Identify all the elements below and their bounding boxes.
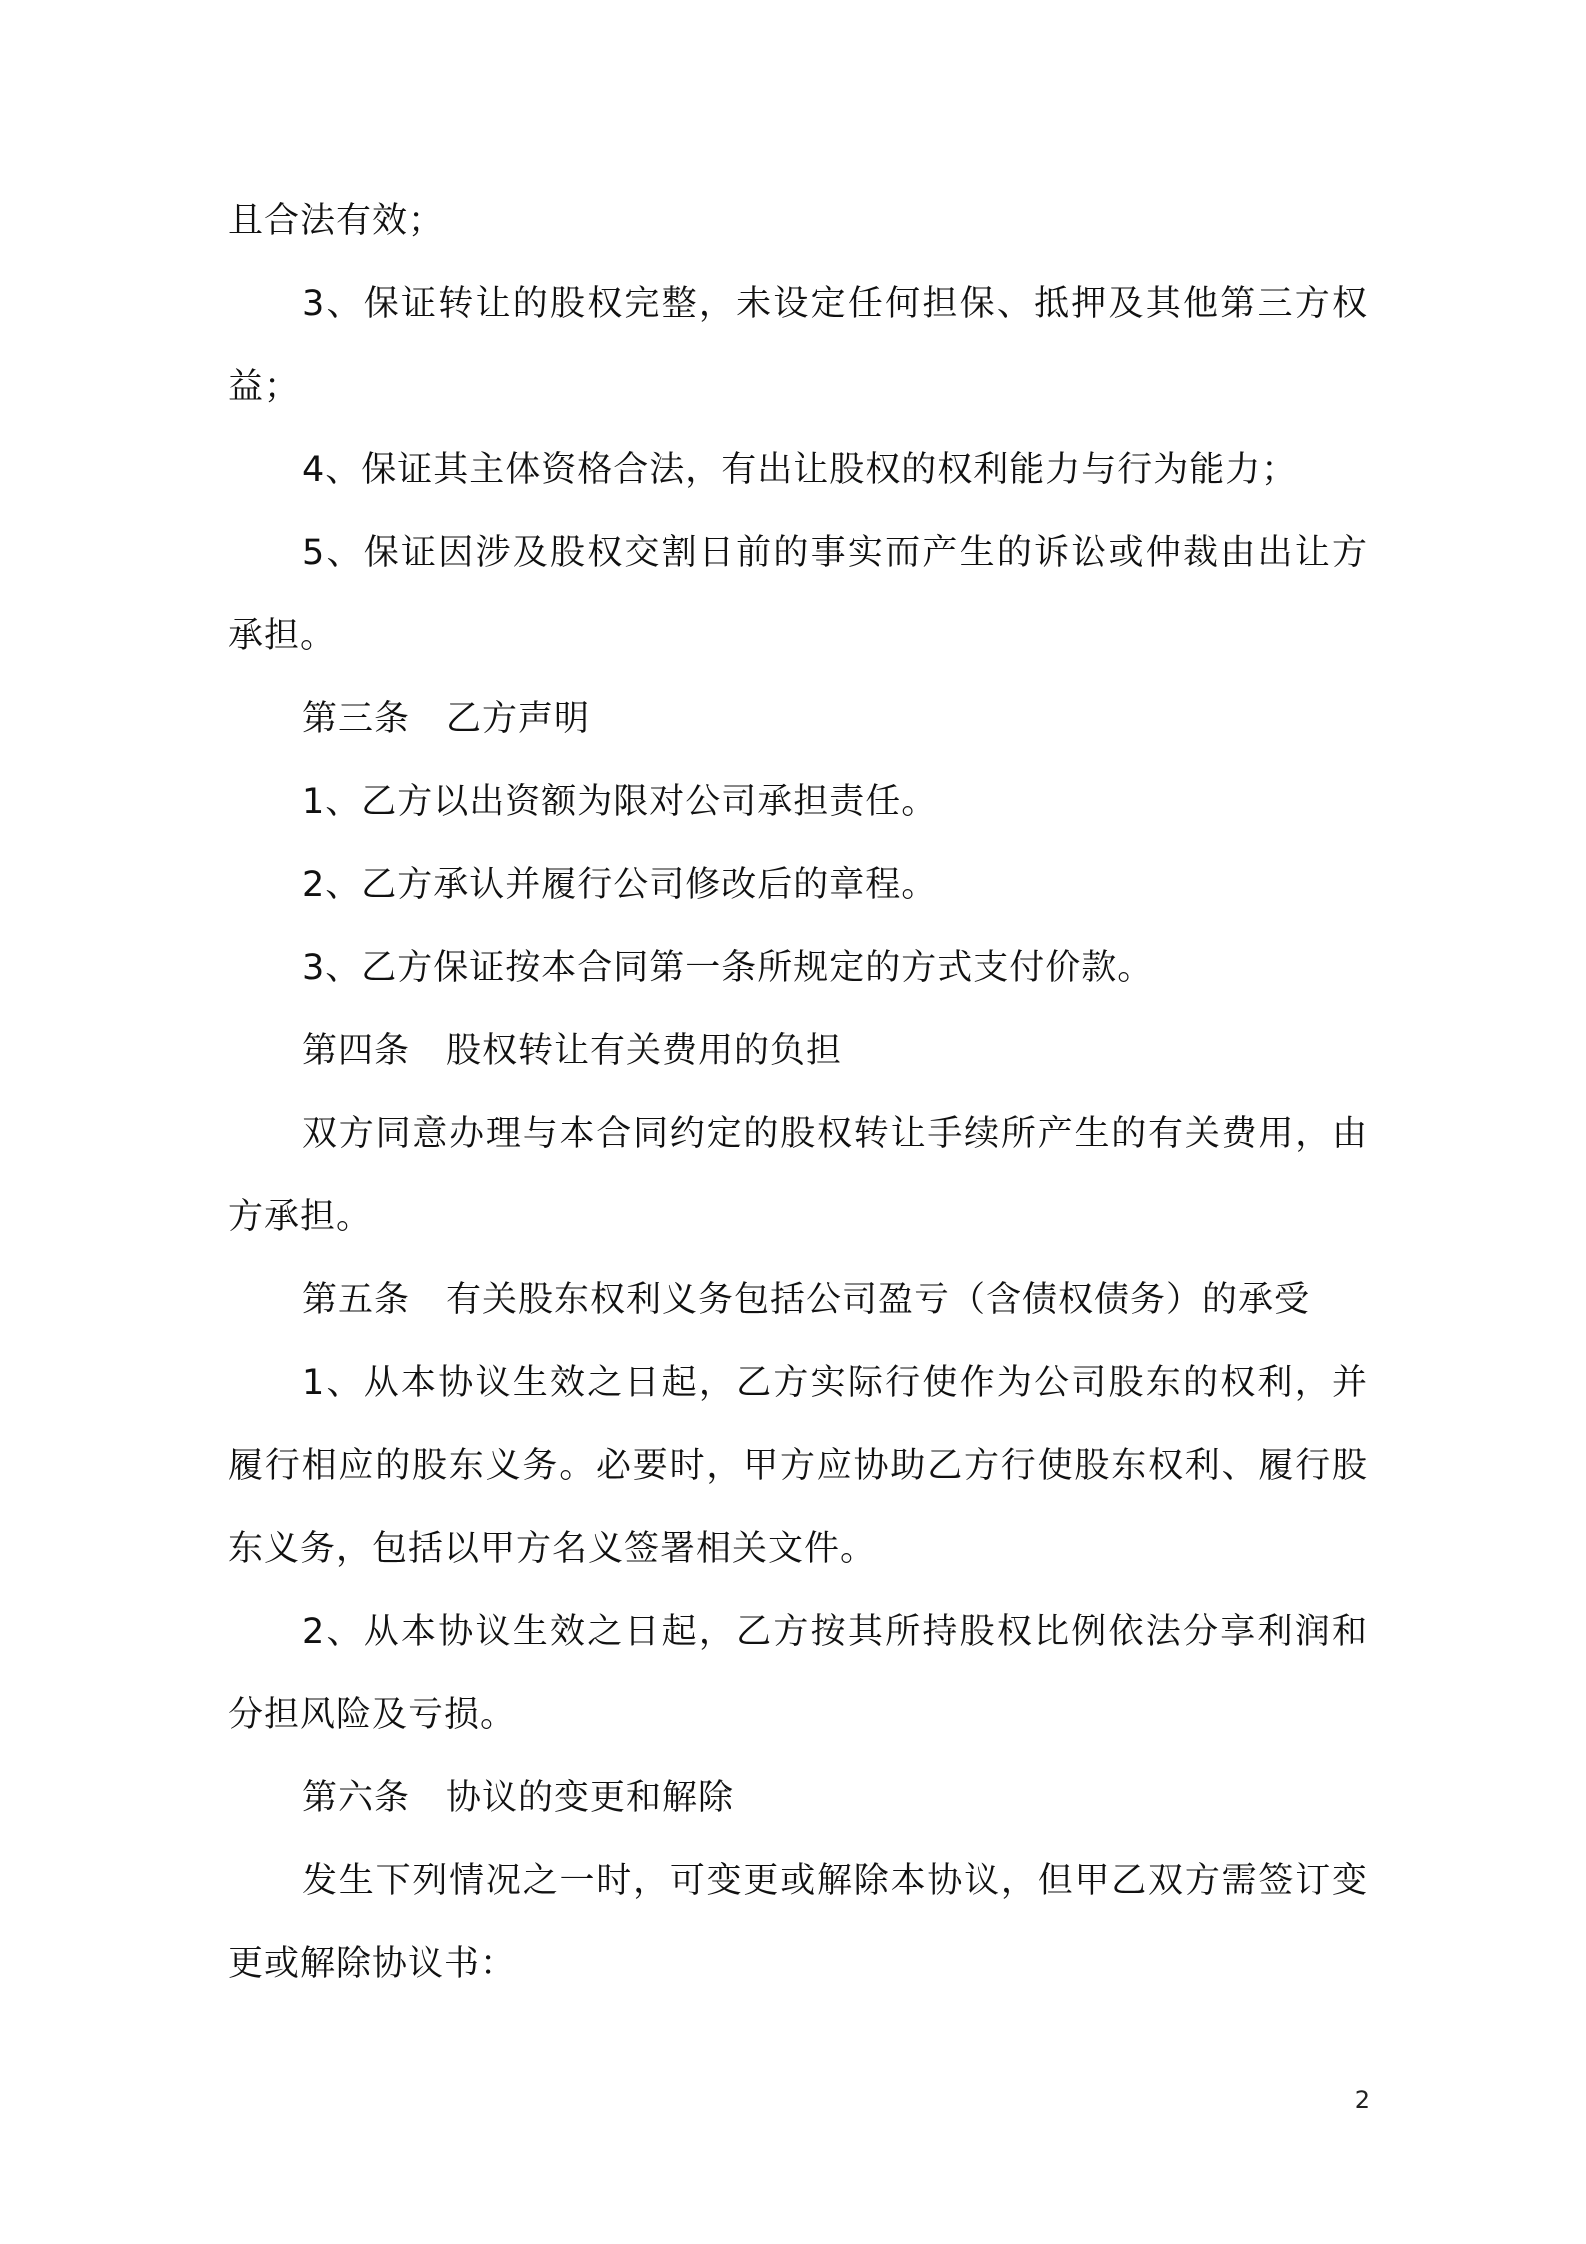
- paragraph: 第四条 股权转让有关费用的负担: [302, 1031, 843, 1071]
- paragraph: 且合法有效；: [228, 201, 445, 241]
- paragraph: 第五条 有关股东权利义务包括公司盈亏（含债权债务）的承受: [302, 1280, 1311, 1320]
- paragraph: 第六条 协议的变更和解除: [302, 1778, 735, 1818]
- document-body: [228, 180, 1441, 2006]
- paragraph: 3、保证转让的股权完整，未设定任何担保、抵押及其他第三方权益；: [228, 284, 1368, 407]
- paragraph: 1、从本协议生效之日起，乙方实际行使作为公司股东的权利，并履行相应的股东义务。必要时，甲方应协助乙方行使股东权利、履行股东义务，包括以甲方名义签署相关文件。: [228, 1363, 1368, 1569]
- paragraph: 1、乙方以出资额为限对公司承担责任。: [302, 782, 938, 822]
- paragraph: 第三条 乙方声明: [302, 699, 591, 739]
- page-number: 2: [1354, 2086, 1370, 2114]
- paragraph: 4、保证其主体资格合法，有出让股权的权利能力与行为能力；: [302, 450, 1298, 490]
- paragraph: 2、从本协议生效之日起，乙方按其所持股权比例依法分享利润和分担风险及亏损。: [228, 1612, 1368, 1735]
- paragraph: 3、乙方保证按本合同第一条所规定的方式支付价款。: [302, 948, 1154, 988]
- paragraph: 双方同意办理与本合同约定的股权转让手续所产生的有关费用，由 方承担。: [228, 1114, 1441, 1237]
- paragraph: 5、保证因涉及股权交割日前的事实而产生的诉讼或仲裁由出让方承担。: [228, 533, 1368, 656]
- paragraph: 2、乙方承认并履行公司修改后的章程。: [302, 865, 938, 905]
- paragraph: 发生下列情况之一时，可变更或解除本协议，但甲乙双方需签订变更或解除协议书：: [228, 1861, 1368, 1984]
